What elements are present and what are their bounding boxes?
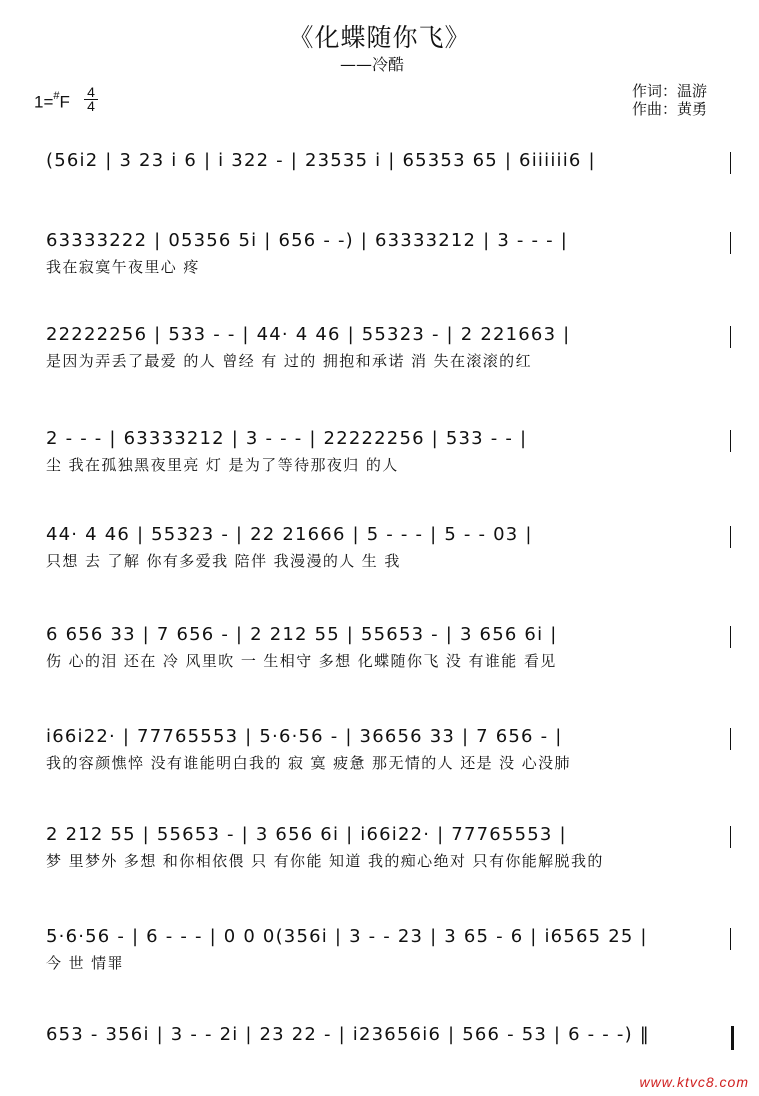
site-watermark: www.ktvc8.com <box>639 1074 749 1090</box>
lyric-line: 我的容颜憔悴 没有谁能明白我的 寂 寞 疲惫 那无情的人 还是 没 心没肺 <box>46 754 571 772</box>
score-row <box>46 924 731 972</box>
score-row <box>46 148 731 192</box>
barline <box>730 326 731 348</box>
notation-line: 22222256 | 533 - - | 44· 4 46 | 55323 - | 2 221663 | <box>46 324 571 345</box>
score-row <box>46 426 731 474</box>
barline <box>730 526 731 548</box>
lyric-line: 伤 心的泪 还在 冷 风里吹 一 生相守 多想 化蝶随你飞 没 有谁能 看见 <box>46 652 557 670</box>
score-row <box>46 322 731 370</box>
lyric-line: 尘 我在孤独黑夜里亮 灯 是为了等待那夜归 的人 <box>46 456 399 474</box>
notation-line: 6 656 33 | 7 656 - | 2 212 55 | 55653 - | 3 656 6i | <box>46 624 558 645</box>
score-row <box>46 522 731 570</box>
time-signature <box>84 86 98 113</box>
lyric-line: 我在寂寞午夜里心 疼 <box>46 258 200 276</box>
key-prefix: 1= <box>34 92 54 112</box>
score-row <box>46 1022 731 1066</box>
barline <box>730 430 731 452</box>
barline <box>730 152 731 174</box>
composer-credit: 作曲：黄勇 <box>632 100 708 118</box>
notation-line: 2 212 55 | 55653 - | 3 656 6i | i66i22· | 77765553 | <box>46 824 567 845</box>
lyric-line: 是因为弄丢了最爱 的人 曾经 有 过的 拥抱和承诺 消 失在滚滚的红 <box>46 352 532 370</box>
notation-line: 2 - - - | 63333212 | 3 - - - | 22222256 | 533 - - | <box>46 428 528 449</box>
notation-line: 44· 4 46 | 55323 - | 22 21666 | 5 - - - | 5 - - 03 | <box>46 524 533 545</box>
notation-line: (56i2 | 3 23 i 6 | i 322 - | 23535 i | 65353 65 | 6iiiiii6 | <box>46 150 596 171</box>
singer-name: ——冷酷 <box>340 55 405 74</box>
lyric-line: 梦 里梦外 多想 和你相依偎 只 有你能 知道 我的痴心绝对 只有你能解脱我的 <box>46 852 604 870</box>
key-sharp: # <box>53 90 60 102</box>
notation-line: 653 - 356i | 3 - - 2i | 23 22 - | i23656i6 | 566 - 53 | 6 - - -) ‖ <box>46 1024 650 1045</box>
score-row <box>46 228 731 276</box>
score-row <box>46 822 731 870</box>
barline <box>730 728 731 750</box>
lyric-line: 只想 去 了解 你有多爱我 陪伴 我漫漫的人 生 我 <box>46 552 401 570</box>
score-row <box>46 622 731 670</box>
barline <box>730 928 731 950</box>
song-title: 《化蝶随你飞》 <box>288 23 471 52</box>
notation-line: 63333222 | 05356 5i | 656 - -) | 63333212 | 3 - - - | <box>46 230 569 251</box>
score-row <box>46 724 731 772</box>
key-letter: F <box>59 92 70 112</box>
barline <box>730 232 731 254</box>
final-barline <box>731 1026 734 1050</box>
barline <box>730 826 731 848</box>
barline <box>730 626 731 648</box>
notation-line: i66i22· | 77765553 | 5·6·56 - | 36656 33 | 7 656 - | <box>46 726 563 747</box>
time-top: 4 <box>87 84 95 100</box>
lyricist-credit: 作词：温游 <box>632 82 708 100</box>
time-bottom: 4 <box>84 99 98 113</box>
lyric-line: 今 世 情罪 <box>46 954 124 972</box>
notation-line: 5·6·56 - | 6 - - - | 0 0 0(356i | 3 - - 23 | 3 65 - 6 | i6565 25 | <box>46 926 648 947</box>
key-signature <box>34 92 70 113</box>
